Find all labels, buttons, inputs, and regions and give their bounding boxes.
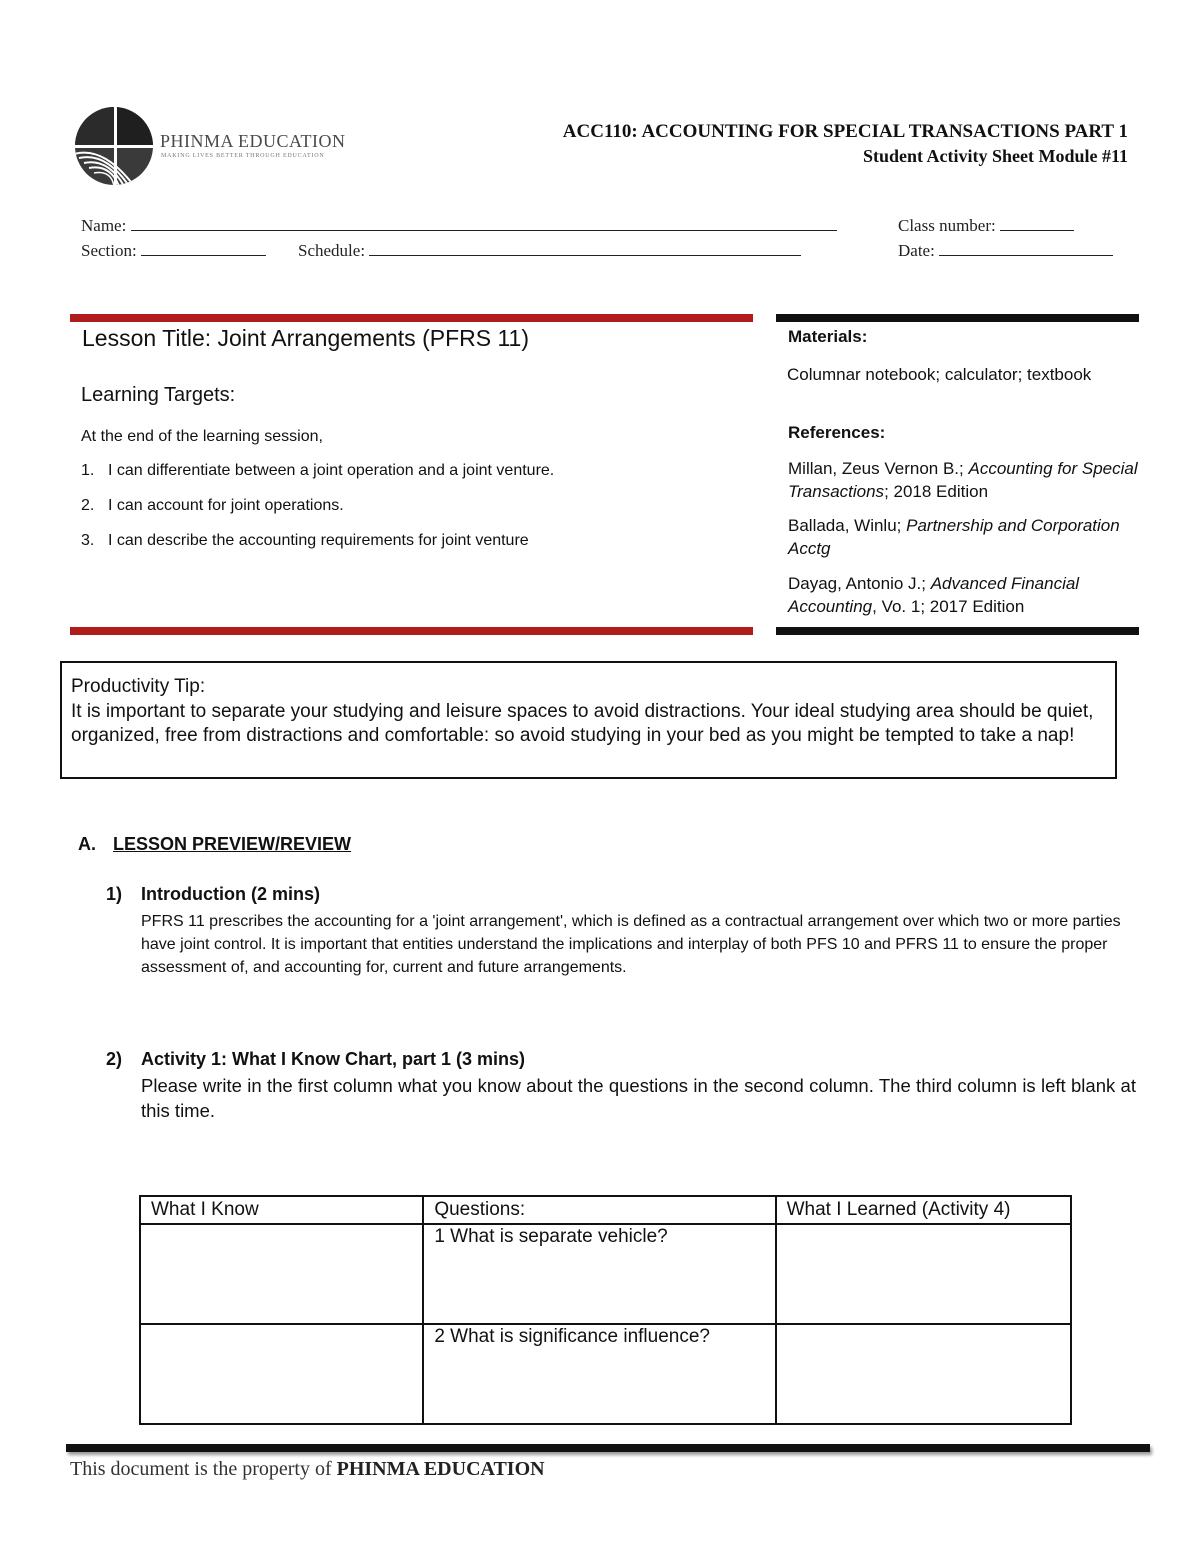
activity-title: Activity 1: What I Know Chart, part 1 (3 mins) [141,1049,526,1069]
section-title: LESSON PREVIEW/REVIEW [113,834,352,854]
name-label: Name: [81,216,127,235]
question-cell: 2 What is significance influence? [423,1324,775,1424]
section-letter: A. [78,834,96,854]
introduction-body: PFRS 11 prescribes the accounting for a 'joint arrangement', which is defined as a contractual arrangement over which two or more parties have joint control. It is important that entities understand the implications and interplay of both PFS 10 and PFRS 11 to ensure the proper assessment of, and accounting for, current and future arrangements. [141,913,1121,976]
footer-owner: PHINMA EDUCATION [336,1458,545,1480]
learning-target-text: I can account for joint operations. [108,497,344,514]
reference-author: Millan, Zeus Vernon B.; [788,459,969,478]
footer-divider [66,1444,1150,1452]
table-row [140,1224,1071,1324]
date-label: Date: [898,241,935,260]
schedule-blank[interactable] [369,241,801,256]
learning-target [81,532,529,550]
what-i-know-chart [139,1195,1072,1425]
date-field [898,241,1113,261]
class-number-label: Class number: [898,216,996,235]
materials-text: Columnar notebook; calculator; textbook [787,365,1092,384]
question-cell: 1 What is separate vehicle? [423,1224,775,1324]
what-i-know-cell[interactable] [140,1224,423,1324]
what-i-know-cell[interactable] [140,1324,423,1424]
section-field [81,241,266,261]
reference-item [788,514,1138,560]
reference-title: Advanced Financial Accounting [788,574,1080,616]
reference-item [788,572,1138,618]
reference-title: Accounting for Special Transactions [788,459,1138,501]
learning-targets-intro: At the end of the learning session, [81,428,323,445]
header-what-i-know: What I Know [140,1196,423,1224]
materials-heading: Materials: [788,327,868,346]
learning-target-number: 3. [81,532,95,549]
header-what-i-learned: What I Learned (Activity 4) [776,1196,1071,1224]
brand-tagline: MAKING LIVES BETTER THROUGH EDUCATION [161,153,325,159]
table-header-row [140,1196,1071,1224]
what-i-learned-cell[interactable] [776,1224,1071,1324]
table-row [140,1324,1071,1424]
schedule-label: Schedule: [298,241,366,260]
learning-target-number: 1. [81,462,95,479]
learning-target [81,462,554,480]
name-blank[interactable] [131,216,837,231]
section-label: Section: [81,241,137,260]
learning-target-number: 2. [81,497,95,514]
sheet-title: Student Activity Sheet Module #11 [862,146,1128,166]
class-number-blank[interactable] [1000,216,1074,231]
learning-target [81,497,344,515]
productivity-tip-heading: Productivity Tip: [71,676,206,697]
learning-target-text: I can describe the accounting requirements for joint venture [108,532,529,549]
materials-bottom-divider [776,627,1139,635]
introduction-title: Introduction (2 mins) [141,884,320,904]
lesson-top-divider [70,314,753,322]
date-blank[interactable] [939,241,1113,256]
materials-top-divider [776,314,1139,322]
reference-author: Dayag, Antonio J.; [788,574,931,593]
lesson-title: Lesson Title: Joint Arrangements (PFRS 11) [82,325,529,351]
course-title: ACC110: ACCOUNTING FOR SPECIAL TRANSACTIONS PART 1 [562,121,1128,142]
phinma-logo-icon [74,106,154,186]
header-questions: Questions: [423,1196,775,1224]
reference-title: Partnership and Corporation Acctg [788,516,1120,558]
section-blank[interactable] [141,241,266,256]
schedule-field [298,241,801,261]
what-i-learned-cell[interactable] [776,1324,1071,1424]
productivity-tip-text: It is important to separate your studying and leisure spaces to avoid distractions. Your ideal studying area should be quiet, organized, free from distractions and comfortable: so avoid studying in your bed as you might be tempted to take a nap! [71,700,1094,746]
footer-text [70,1458,545,1481]
learning-target-text: I can differentiate between a joint operation and a joint venture. [108,462,555,479]
item-number: 2) [106,1049,123,1069]
productivity-tip-box [60,661,1117,779]
class-number-field [898,216,1074,236]
name-field [81,216,837,236]
activity-body: Please write in the first column what you know about the questions in the second column. The third column is left blank at this time. [141,1075,1136,1121]
item-number: 1) [106,884,123,904]
footer-prefix: This document is the property of [70,1458,337,1480]
reference-item [788,457,1138,503]
lesson-bottom-divider [70,627,753,635]
learning-targets-heading: Learning Targets: [81,384,236,406]
reference-edition: ; 2018 Edition [884,482,989,501]
references-heading: References: [788,423,886,442]
reference-edition: , Vo. 1; 2017 Edition [872,597,1025,616]
brand-name: PHINMA EDUCATION [160,131,346,151]
reference-author: Ballada, Winlu; [788,516,907,535]
